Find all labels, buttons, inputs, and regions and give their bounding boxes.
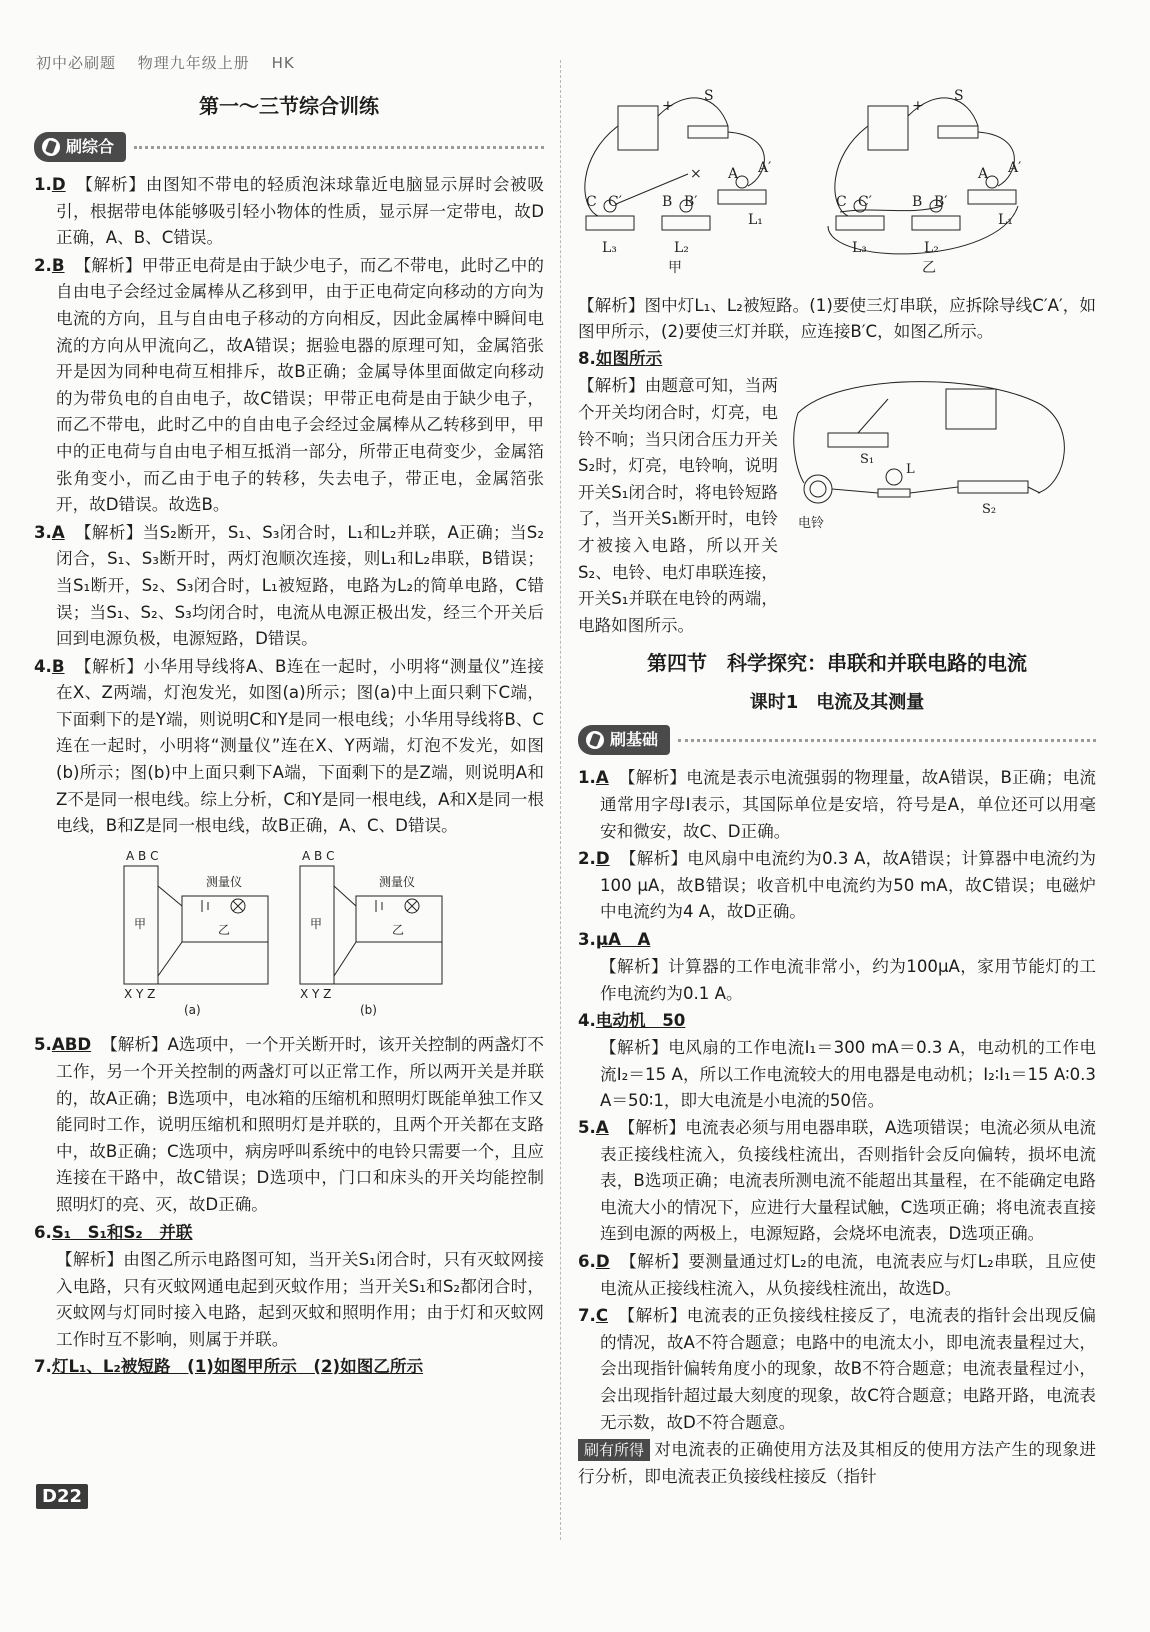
basic-item-4: 4.电动机 50	[578, 1010, 686, 1030]
svg-text:测量仪: 测量仪	[379, 874, 416, 889]
basic-item-4-explain: 【解析】电风扇的工作电流I₁＝300 mA＝0.3 A，电动机的工作电流I₂＝15 A，所以工作电流较大的用电器是电动机；I₂∶I₁＝15 A∶0.3 A＝50∶1，即大电流是小电流的50倍。	[600, 1038, 1096, 1111]
answer-item-4: 4.B 【解析】小华用导线将A、B连在一起时，小明将“测量仪”连接在X、Z两端，灯泡发光，如图(a)所示；图(a)中上面只剩下C端，下面剩下的是Y端，则说明C和Y是同一根电线；小华用导线将B、C连在一起时，小明将“测量仪”连在X、Y两端，灯泡不发光，如图(b)所示；图(b)中上面只剩下A端，下面剩下的是Z端，则说明A和Z不是同一根电线。综上分析，C和Y是同一根电线，A和X是同一根电线，B和Z是同一根电线，故B正确，A、C、D错误。	[34, 656, 544, 836]
svg-text:乙: 乙	[218, 922, 231, 937]
svg-text:(b): (b)	[360, 1002, 377, 1016]
column-divider	[560, 60, 561, 1540]
svg-text:L₃: L₃	[852, 240, 867, 256]
section-header-comprehensive	[34, 132, 544, 162]
basic-item-5: 5.A 【解析】电流表必须与用电器串联，A选项错误；电流必须从电流表正接线柱流入，负接线柱流出，否则指针会反向偏转，损坏电流表，B选项正确；电流表所测电流不能超出其量程，在不能确定电路电流大小的情况下，应进行大量程试触，C选项正确；将电流表直接连到电源的两极上，电源短路，会烧坏电流表，D选项正确。	[578, 1118, 1096, 1244]
answer-item-8: 8.如图所示	[578, 348, 663, 368]
answer-item-3: 3.A 【解析】当S₂断开，S₁、S₃闭合时，L₁和L₂并联，A正确；当S₂闭合，S₁、S₃断开时，两灯泡顺次连接，则L₁和L₂串联，B错误；当S₁断开，S₂、S₃闭合时，L₁被短路，电路为L₂的简单电路，C错误；当S₁、S₂、S₃均闭合时，电流从电源正极出发，经三个开关后回到电源负极，电源短路，D错误。	[34, 522, 544, 649]
answer-item-7-explain: 【解析】图中灯L₁、L₂被短路。(1)要使三灯串联，应拆除导线C′A′，如图甲所示，(2)要使三灯并联，应连接B′C，如图乙所示。	[578, 295, 1096, 342]
svg-text:C: C	[586, 194, 597, 210]
svg-text:S: S	[954, 88, 964, 104]
three-lamp-circuit	[578, 66, 1078, 276]
wire-test-diagram	[34, 846, 534, 1016]
section-badge: 刷综合	[34, 132, 126, 162]
svg-text:甲: 甲	[310, 916, 323, 931]
basic-item-3-explain: 【解析】计算器的工作电流非常小，约为100μA，家用节能灯的工作电流约为0.1 A。	[600, 957, 1096, 1004]
svg-text:C′: C′	[858, 194, 872, 210]
svg-text:L₃: L₃	[602, 240, 617, 256]
svg-text:S₂: S₂	[982, 502, 997, 518]
svg-text:L₁: L₁	[748, 212, 763, 228]
basic-item-1: 1.A 【解析】电流是表示电流强弱的物理量，故A错误，B正确；电流通常用字母I表示，其国际单位是安培，符号是A，单位还可以用毫安和微安，故C、D正确。	[578, 768, 1096, 841]
edition: HK	[271, 54, 295, 72]
answer-item-8-body	[578, 373, 1096, 639]
svg-text:C′: C′	[608, 194, 622, 210]
svg-text:A′: A′	[758, 160, 772, 176]
svg-text:测量仪: 测量仪	[206, 874, 243, 889]
basic-item-3: 3.μA A	[578, 929, 651, 949]
left-column	[34, 88, 544, 1381]
svg-text:+: +	[662, 98, 674, 114]
bell-circuit-diagram	[778, 373, 1078, 543]
svg-text:A B C: A B C	[126, 848, 159, 863]
answer-item-8-explain: 【解析】由题意可知，当两个开关均闭合时，灯亮，电铃不响；当只闭合压力开关S₂时，灯亮，电铃响，说明开关S₁闭合时，将电铃短路了，当开关S₁断开时，电铃才被接入电路，所以开关S₂、电铃、电灯串联连接，开关S₁并联在电铃的两端，电路如图所示。	[578, 376, 778, 635]
svg-text:B: B	[662, 194, 673, 210]
svg-text:X Y Z: X Y Z	[124, 986, 156, 1001]
svg-text:甲: 甲	[668, 260, 682, 276]
section-title-4: 第四节 科学探究：串联和并联电路的电流	[647, 651, 1027, 676]
svg-text:S₁: S₁	[860, 452, 875, 468]
svg-text:A: A	[978, 166, 989, 182]
basic-item-6: 6.D 【解析】要测量通过灯L₂的电流，电流表应与灯L₂串联，且应使电流从正接线柱流入，从负接线柱流出，故选D。	[578, 1252, 1096, 1298]
svg-text:S: S	[704, 88, 714, 104]
dotted-rule	[134, 146, 544, 149]
lesson-title: 课时1 电流及其测量	[749, 692, 925, 714]
svg-text:乙: 乙	[392, 922, 405, 937]
svg-text:(a): (a)	[184, 1002, 201, 1016]
svg-text:B: B	[912, 194, 923, 210]
answer-item-6: 6.S₁ S₁和S₂ 并联	[34, 1222, 193, 1242]
section-badge: 刷基础	[578, 725, 670, 755]
svg-text:B′: B′	[934, 194, 948, 210]
svg-text:B′: B′	[684, 194, 698, 210]
svg-text:C: C	[836, 194, 847, 210]
basic-item-2: 2.D 【解析】电风扇中电流约为0.3 A，故A错误；计算器中电流约为100 μA，故B错误；收音机中电流约为50 mA，故C错误；电磁炉中电流约为4 A，故D正确。	[578, 849, 1096, 922]
right-column	[578, 60, 1096, 1490]
takeaway-note: 刷有所得 对电流表的正确使用方法及其相反的使用方法产生的现象进行分析，即电流表正负接线柱接反（指针	[578, 1440, 1096, 1486]
figure-wires-test	[34, 846, 544, 1025]
answer-item-5: 5.ABD 【解析】A选项中，一个开关断开时，该开关控制的两盏灯不工作，另一个开关控制的两盏灯可以正常工作，所以两开关是并联的，故A正确；B选项中，电冰箱的压缩机和照明灯既能单独工作又能同时工作，说明压缩机和照明灯是并联的，且两个开关都在支路中，故B正确；C选项中，病房呼叫系统中的电铃只需要一个，且应连接在干路中，故C错误；D选项中，门口和床头的开关均能控制照明灯的亮、灭，故D正确。	[34, 1035, 544, 1214]
svg-text:甲: 甲	[134, 916, 147, 931]
svg-text:L₁: L₁	[998, 212, 1013, 228]
svg-text:乙: 乙	[922, 260, 936, 276]
svg-text:L₂: L₂	[924, 240, 939, 256]
svg-text:A: A	[728, 166, 739, 182]
page-header	[36, 52, 311, 73]
figure-three-lamps	[578, 66, 1096, 285]
svg-text:A B C: A B C	[302, 848, 335, 863]
svg-text:+: +	[912, 98, 924, 114]
section-header-basic	[578, 725, 1096, 755]
answer-item-7: 7.灯L₁、L₂被短路 (1)如图甲所示 (2)如图乙所示	[34, 1356, 424, 1376]
basic-item-7: 7.C 【解析】电流表的正负接线柱接反了，电流表的指针会出现反偏的情况，故A不符合题意；电路中的电流太小，即电流表量程过大，会出现指针偏转角度小的现象，故B不符合题意；电流表量程过小，会出现指针超过最大刻度的现象，故C符合题意；电路开路，电流表无示数，故D不符合题意。	[578, 1306, 1096, 1432]
svg-text:A′: A′	[1008, 160, 1022, 176]
section-title: 第一～三节综合训练	[199, 94, 379, 118]
svg-text:×: ×	[690, 166, 702, 182]
svg-text:L: L	[906, 462, 915, 478]
answer-item-6-explain: 【解析】由图乙所示电路图可知，当开关S₁闭合时，只有灭蚊网接入电路，只有灭蚊网通电起到灭蚊作用；当开关S₁和S₂都闭合时，灭蚊网与灯同时接入电路，起到灭蚊和照明作用；由于灯和灭蚊网工作时互不影响，则属于并联。	[56, 1250, 544, 1349]
book-name: 初中必刷题	[36, 54, 117, 72]
svg-text:电铃: 电铃	[798, 516, 825, 532]
brush-icon	[42, 138, 60, 156]
svg-text:L₂: L₂	[674, 240, 689, 256]
dotted-rule	[678, 739, 1096, 742]
takeaway-tag: 刷有所得	[578, 1439, 650, 1461]
page-number: D22	[36, 1484, 88, 1509]
answer-item-2: 2.B 【解析】甲带正电荷是由于缺少电子，而乙不带电，此时乙中的自由电子会经过金属棒从乙移到甲，由于正电荷定向移动的方向为电流的方向，且与自由电子移动的方向相反，因此金属棒中瞬间电流的方向从甲流向乙，故A错误；据验电器的原理可知，金属箔张开是因为同种电荷互相排斥，故B正确；金属导体里面做定向移动的为带负电的自由电子，故C错误；甲带正电荷是由于缺少电子，而乙不带电，此时乙中的自由电子会经过金属棒从乙转移到甲，甲中的正电荷与自由电子相互抵消一部分，所带正电荷变少，金属箔张角变小，而乙由于电子的转移，失去电子，带正电，金属箔张开，故D错误。故选B。	[34, 255, 544, 515]
answer-item-1: 1.D 【解析】由图知不带电的轻质泡沫球靠近电脑显示屏时会被吸引，根据带电体能够吸引轻小物体的性质，显示屏一定带电，故D正确，A、B、C错误。	[34, 175, 544, 248]
subject-name: 物理九年级上册	[137, 54, 250, 72]
svg-text:X Y Z: X Y Z	[300, 986, 332, 1001]
brush-icon	[586, 731, 604, 749]
